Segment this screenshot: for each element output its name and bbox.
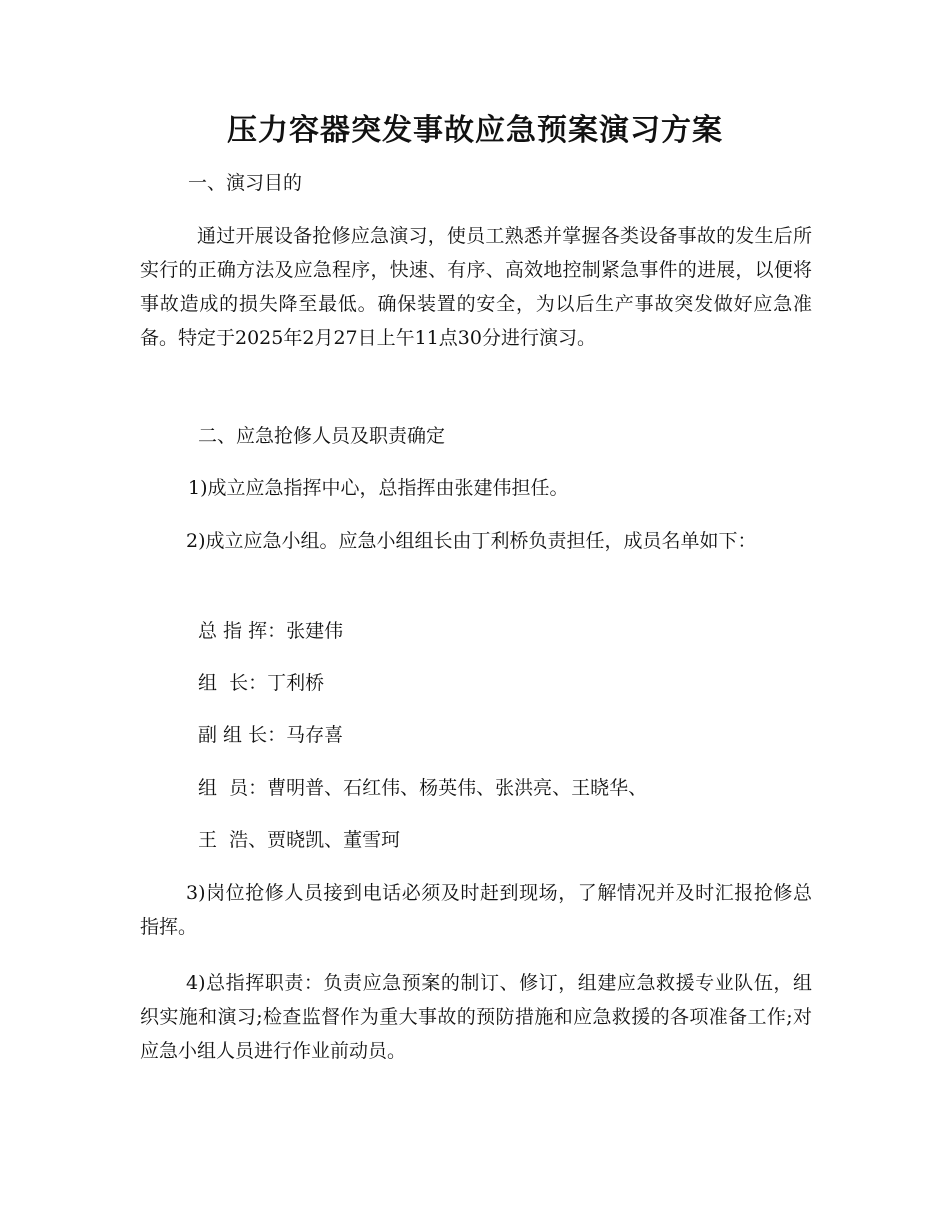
section2-item-1: 1)成立应急指挥中心，总指挥由张建伟担任。 [188,477,569,499]
section2-item-4: 4)总指挥职责：负责应急预案的制订、修订，组建应急救援专业队伍，组织实施和演习;检查监督作为重大事故的预防措施和应急救援的各项准备工作;对应急小组人员进行作业前动员。 [140,972,812,1062]
roster-leader: 组 长：丁利桥 [198,672,325,694]
roster-members-line-2: 王 浩、贾晓凯、董雪珂 [198,829,401,851]
roster-deputy: 副 组 长：马存喜 [198,724,344,746]
roster-members-line-1: 组 员：曹明普、石红伟、杨英伟、张洪亮、王晓华、 [198,777,648,799]
section2-item-3: 3)岗位抢修人员接到电话必须及时赶到现场，了解情况并及时汇报抢修总指挥。 [140,882,812,938]
section2-item-2: 2)成立应急小组。应急小组组长由丁利桥负责担任，成员名单如下： [186,530,757,552]
section2-heading: 二、应急抢修人员及职责确定 [198,425,446,447]
document-title: 压力容器突发事故应急预案演习方案 [227,113,723,148]
section1-paragraph: 通过开展设备抢修应急演习，使员工熟悉并掌握各类设备事故的发生后所实行的正确方法及应急程序，快速、有序、高效地控制紧急事件的进展，以便将事故造成的损失降至最低。确保装置的安全，为以后生产事故突发做好应急准备。特定于2025年2月27日上午11点30分进行演习。 [140,225,812,349]
section1-heading: 一、演习目的 [188,172,303,194]
roster-commander: 总 指 挥：张建伟 [198,620,344,642]
